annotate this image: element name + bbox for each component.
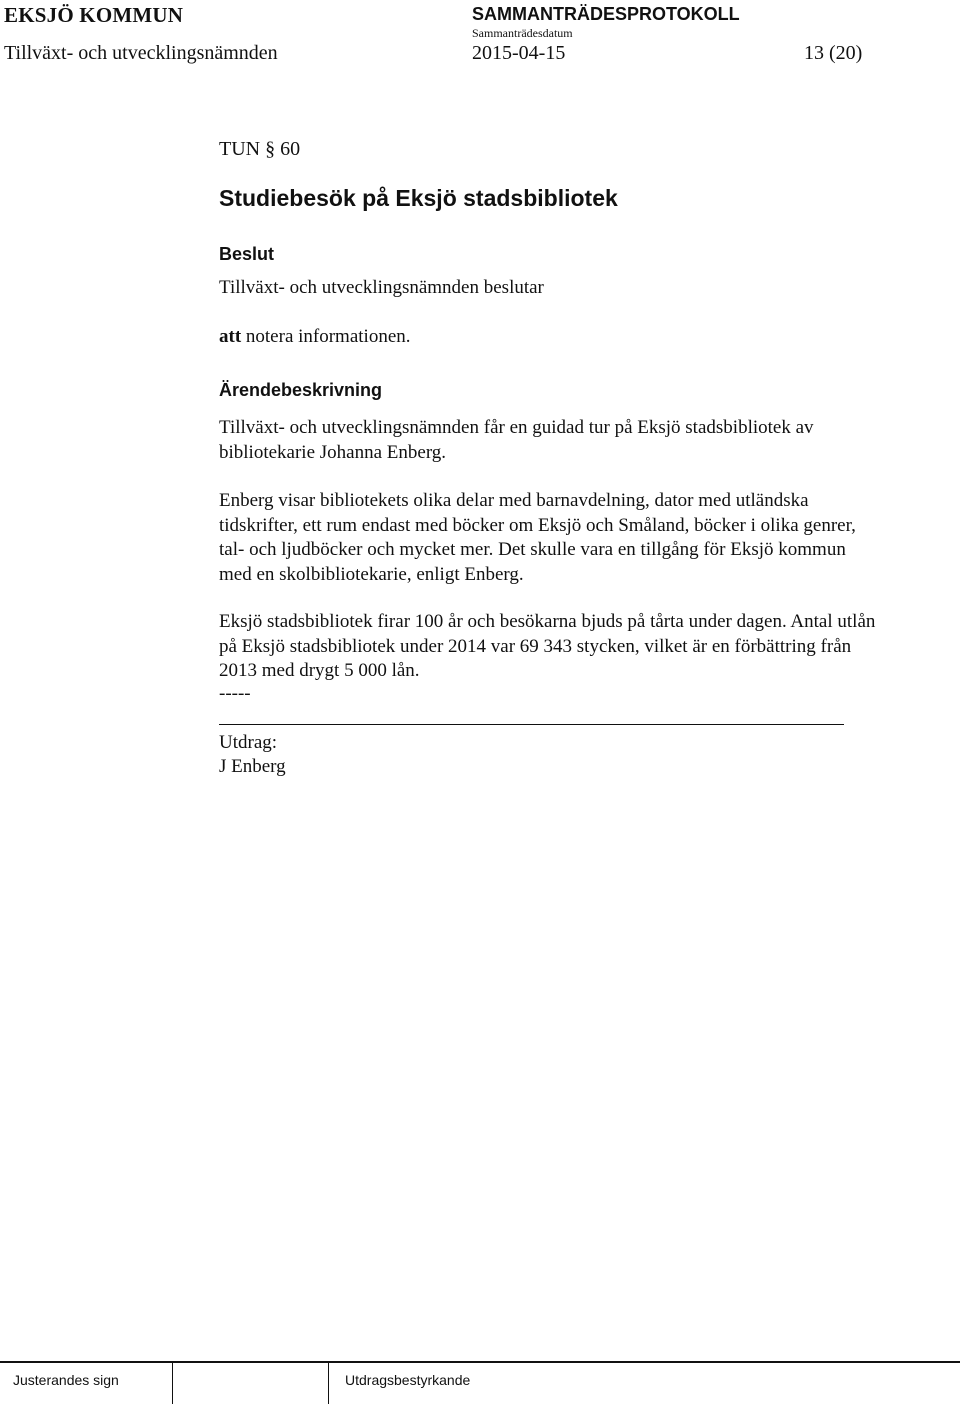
decision-heading: Beslut [219, 244, 275, 264]
paragraph-line: med en skolbibliotekarie, enligt Enberg. [219, 563, 524, 585]
case-paragraph-1 [219, 416, 949, 465]
separator-dashes: ----- [219, 683, 251, 704]
decision-clause: notera informationen. [245, 326, 411, 347]
case-paragraph-2 [219, 489, 949, 587]
footer-rule [0, 1361, 960, 1363]
extract-label: Utdrag: [219, 732, 278, 753]
paragraph-line: tal- och ljudböcker och mycket mer. Det skulle vara en tillgång för Eksjö kommun [219, 539, 846, 560]
footer-divider [328, 1362, 329, 1404]
paragraph-line: 2013 med drygt 5 000 lån. [219, 660, 420, 681]
page-number: 13 (20) [804, 42, 863, 64]
horizontal-rule [219, 724, 844, 725]
paragraph-line: Enberg visar bibliotekets olika delar med barnavdelning, dator med utländska [219, 490, 809, 511]
paragraph-line: bibliotekarie Johanna Enberg. [219, 441, 447, 463]
decision-intro: Tillväxt- och utvecklingsnämnden beslutar [219, 277, 544, 298]
meeting-date: 2015-04-15 [472, 42, 566, 64]
paragraph-line: Tillväxt- och utvecklingsnämnden får en guidad tur på Eksjö stadsbibliotek av [219, 417, 814, 438]
footer-divider [172, 1362, 173, 1404]
justerandes-sign-label: Justerandes sign [13, 1372, 119, 1388]
paragraph-reference: TUN § 60 [219, 138, 301, 160]
paragraph-line: på Eksjö stadsbibliotek under 2014 var 69 343 stycken, vilket är en förbättring från [219, 635, 852, 657]
case-description-heading: Ärendebeskrivning [219, 380, 383, 400]
case-paragraph-3 [219, 610, 949, 684]
committee-name: Tillväxt- och utvecklingsnämnden [4, 42, 278, 64]
organization-name: EKSJÖ KOMMUN [4, 3, 184, 27]
decision-text [219, 326, 411, 348]
utdragsbestyrkande-label: Utdragsbestyrkande [345, 1372, 471, 1388]
paragraph-line: tidskrifter, ett rum endast med böcker om Eksjö och Småland, böcker i olika genrer, [219, 514, 856, 536]
paragraph-line: Eksjö stadsbibliotek firar 100 år och besökarna bjuds på tårta under dagen. Antal utlån [219, 611, 876, 632]
page-title: Studiebesök på Eksjö stadsbibliotek [219, 185, 618, 211]
document-type: SAMMANTRÄDESPROTOKOLL [472, 4, 740, 24]
meeting-date-caption: Sammanträdesdatum [472, 26, 573, 40]
att-keyword: att [219, 326, 242, 347]
extract-recipient: J Enberg [219, 756, 286, 777]
